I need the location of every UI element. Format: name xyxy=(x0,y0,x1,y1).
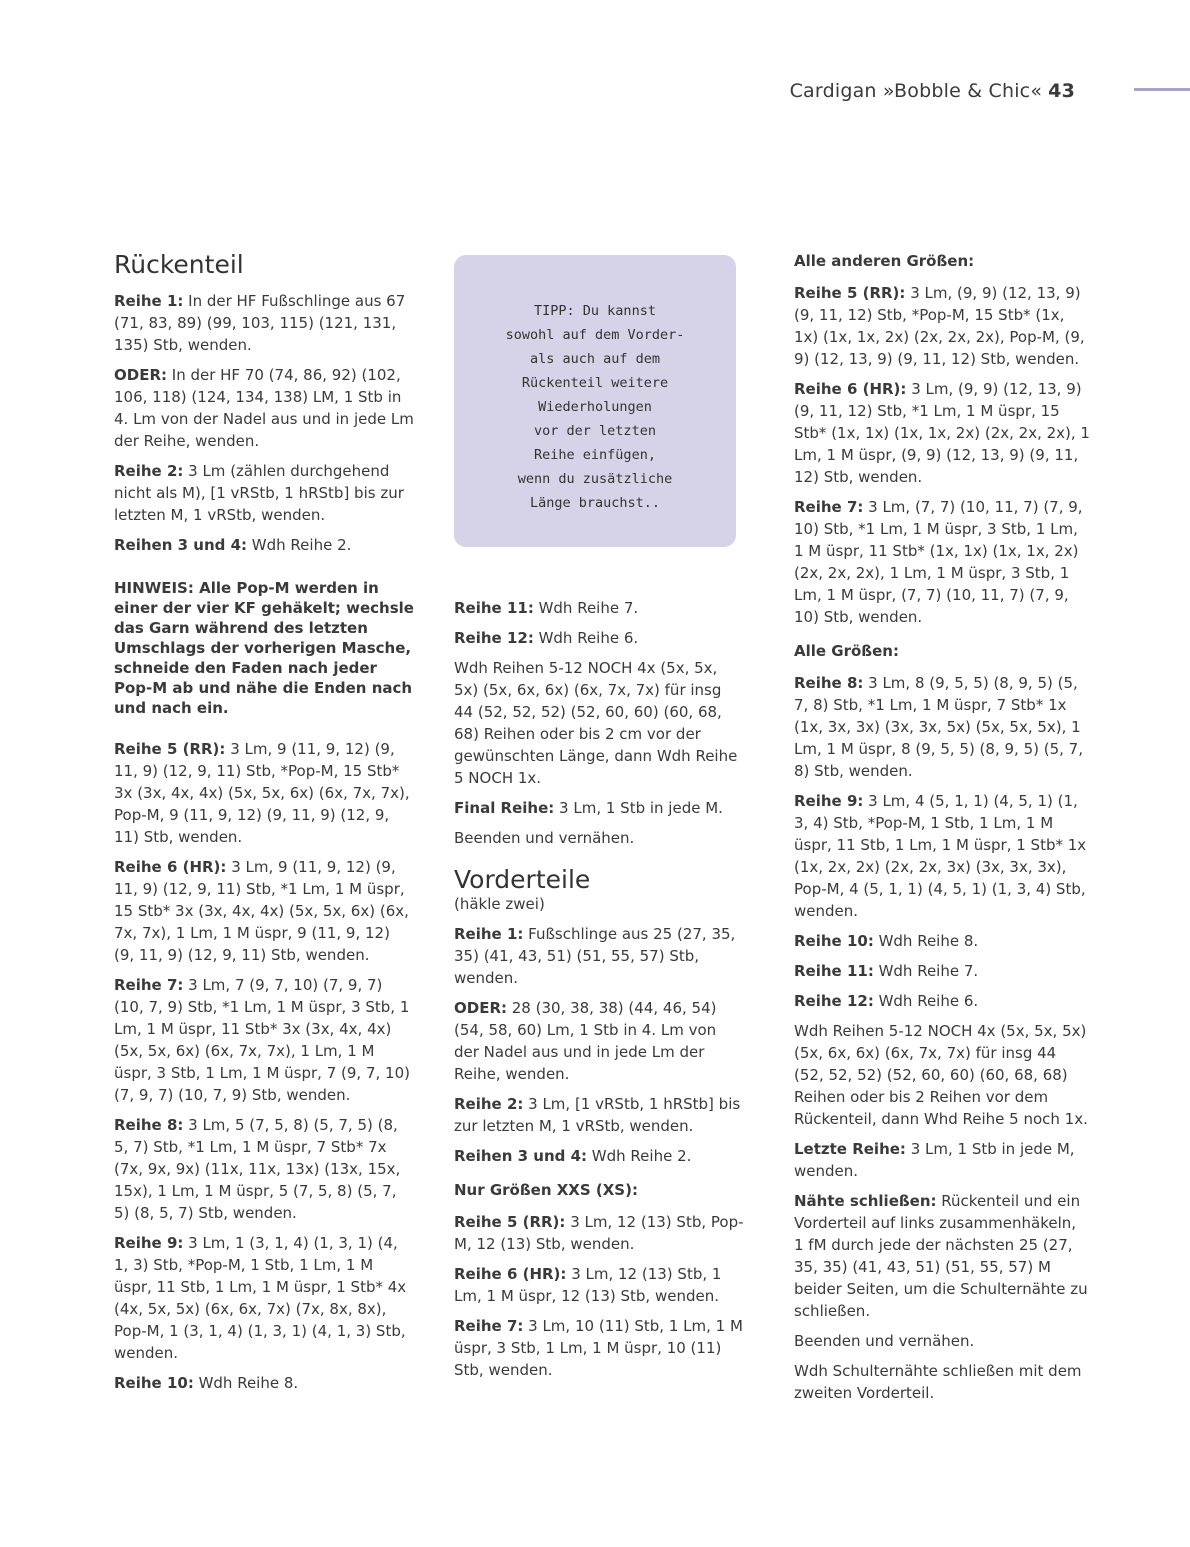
instruction-row: Reihe 1: Fußschlinge aus 25 (27, 35, 35) (41, 43, 51) (51, 55, 57) Stb, wenden. xyxy=(454,925,736,987)
running-head xyxy=(790,80,1075,102)
tip-line: Reihe einfügen, xyxy=(534,447,656,463)
section-heading-rueckenteil: Rückenteil xyxy=(114,250,244,279)
instruction-row: Nähte schließen: Rückenteil und ein Vorderteil auf links zusammenhäkeln, 1 fM durch jede der nächsten 25 (27, 35, 35) (41, 43, 51) (51, 55, 57) M beider Seiten, um die Schulternähte zu schließen. xyxy=(794,1192,1088,1320)
instruction-row: Reihe 11: Wdh Reihe 7. xyxy=(794,962,979,980)
column-right xyxy=(794,250,1090,1412)
instruction-paragraph: Wdh Reihen 5-12 NOCH 4x (5x, 5x, 5x) (5x, 6x, 6x) (6x, 7x, 7x) für insg 44 (52, 52, 52) (52, 60, 60) (60, 68, 68) Reihen oder bis 2 Reihen vor dem Rückenteil, dann Whd Reihe 5 noch 1x. xyxy=(794,1022,1088,1128)
tip-text xyxy=(464,299,726,515)
tip-line: wenn du zusätzliche xyxy=(517,471,673,487)
instruction-row: Reihe 8: 3 Lm, 5 (7, 5, 8) (5, 7, 5) (8, 5, 7) Stb, *1 Lm, 1 M üspr, 7 Stb* 7x (7x, 9x, 9x) (11x, 11x, 13x) (13x, 15x, 15x), 1 Lm, 1 M üspr, 5 (7, 5, 8) (5, 7, 5) (8, 5, 7) Stb, wenden. xyxy=(114,1116,401,1222)
instruction-row: Reihe 10: Wdh Reihe 8. xyxy=(794,932,979,950)
instruction-row: Reihe 7: 3 Lm, (7, 7) (10, 11, 7) (7, 9, 10) Stb, *1 Lm, 1 M üspr, 3 Stb, 1 Lm, 1 M üspr, 11 Stb* (1x, 1x) (1x, 1x, 2x) (2x, 2x, 2x), 1 Lm, 1 M üspr, 3 Stb, 1 Lm, 1 M üspr, (7, 7) (10, 11, 7) (7, 9, 10) Stb, wenden. xyxy=(794,498,1083,626)
tip-line: vor der letzten xyxy=(534,423,656,439)
instruction-row: ODER: 28 (30, 38, 38) (44, 46, 54) (54, 58, 60) Lm, 1 Stb in 4. Lm von der Nadel aus und in jede Lm der Reihe, wenden. xyxy=(454,999,717,1083)
section-heading-vorderteile: Vorderteile xyxy=(454,865,591,894)
tip-line: sowohl auf dem Vorder- xyxy=(505,327,685,343)
instruction-row: Reihe 11: Wdh Reihe 7. xyxy=(454,599,639,617)
tip-line: als auch auf dem xyxy=(529,351,661,367)
size-label: Alle Größen: xyxy=(794,642,899,660)
book-section-title: Cardigan »Bobble & Chic« xyxy=(789,80,1043,102)
instruction-row: Reihe 5 (RR): 3 Lm, (9, 9) (12, 13, 9) (9, 11, 12) Stb, *Pop-M, 15 Stb* (1x, 1x) (1x, 1x, 2x) (2x, 2x, 2x), Pop-M, (9, 9) (12, 13, 9) (9, 11, 12) Stb, wenden. xyxy=(794,284,1085,368)
hinweis-note: HINWEIS: Alle Pop-M werden in einer der vier KF gehäkelt; wechsle das Garn während des letzten Umschlags der vorherigen Masche, schneide den Faden nach jeder Pop-M ab und nähe die Enden nach und nach ein. xyxy=(114,579,414,717)
instruction-row: Letzte Reihe: 3 Lm, 1 Stb in jede M, wenden. xyxy=(794,1140,1075,1180)
tip-line: Rückenteil weitere xyxy=(521,375,669,391)
instruction-row: Reihe 6 (HR): 3 Lm, (9, 9) (12, 13, 9) (9, 11, 12) Stb, *1 Lm, 1 M üspr, 15 Stb* (1x, 1x) (1x, 1x, 2x) (2x, 2x, 2x), 1 Lm, 1 M üspr, (9, 9) (12, 13, 9) (9, 11, 12) Stb, wenden. xyxy=(794,380,1090,486)
finish-text: Beenden und vernähen. xyxy=(794,1332,975,1350)
tip-box xyxy=(454,255,736,547)
finish-text: Wdh Schulternähte schließen mit dem zweiten Vorderteil. xyxy=(794,1362,1082,1402)
instruction-row: Reihe 7: 3 Lm, 7 (9, 7, 10) (7, 9, 7) (10, 7, 9) Stb, *1 Lm, 1 M üspr, 3 Stb, 1 Lm, 1 M üspr, 11 Stb* 3x (3x, 4x, 4x) (5x, 5x, 6x) (6x, 7x, 7x), 1 Lm, 1 M üspr, 3 Stb, 1 Lm, 1 M üspr, 7 (9, 7, 10) (7, 9, 7) (10, 7, 9) Stb, wenden. xyxy=(114,976,410,1104)
instruction-paragraph: Wdh Reihen 5-12 NOCH 4x (5x, 5x, 5x) (5x, 6x, 6x) (6x, 7x, 7x) für insg 44 (52, 52, 52) (52, 60, 60) (60, 68, 68) Reihen oder bis 2 cm vor der gewünschten Länge, dann Wdh Reihe 5 NOCH 1x. xyxy=(454,659,738,787)
size-label: Alle anderen Größen: xyxy=(794,252,975,270)
page-number: 43 xyxy=(1048,80,1075,102)
instruction-row: Reihe 1: In der HF Fußschlinge aus 67 (71, 83, 89) (99, 103, 115) (121, 131, 135) Stb, wenden. xyxy=(114,292,406,354)
column-middle xyxy=(454,597,744,1389)
instruction-row: Reihe 6 (HR): 3 Lm, 9 (11, 9, 12) (9, 11, 9) (12, 9, 11) Stb, *1 Lm, 1 M üspr, 15 Stb* 3x (3x, 4x, 4x) (5x, 5x, 6x) (6x, 7x, 7x), 1 Lm, 1 M üspr, 9 (11, 9, 12) (9, 11, 9) (12, 9, 11) Stb, wenden. xyxy=(114,858,409,964)
tip-line: Wiederholungen xyxy=(538,399,652,415)
instruction-row: ODER: In der HF 70 (74, 86, 92) (102, 106, 118) (124, 134, 138) LM, 1 Stb in 4. Lm von der Nadel aus und in jede Lm der Reihe, wenden. xyxy=(114,366,414,450)
instruction-row: Reihe 2: 3 Lm, [1 vRStb, 1 hRStb] bis zur letzten M, 1 vRStb, wenden. xyxy=(454,1095,741,1135)
instruction-row: Reihe 10: Wdh Reihe 8. xyxy=(114,1374,299,1392)
size-label: Nur Größen XXS (XS): xyxy=(454,1181,638,1199)
instruction-row: Reihe 2: 3 Lm (zählen durchgehend nicht als M), [1 vRStb, 1 hRStb] bis zur letzten M, 1 vRStb, wenden. xyxy=(114,462,404,524)
instruction-row: Reihe 8: 3 Lm, 8 (9, 5, 5) (8, 9, 5) (5, 7, 8) Stb, *1 Lm, 1 M üspr, 7 Stb* 1x (1x, 3x, 3x) (3x, 3x, 5x) (5x, 5x, 5x), 1 Lm, 1 M üspr, 8 (9, 5, 5) (8, 9, 5) (5, 7, 8) Stb, wenden. xyxy=(794,674,1083,780)
instruction-row: Reihe 6 (HR): 3 Lm, 12 (13) Stb, 1 Lm, 1 M üspr, 12 (13) Stb, wenden. xyxy=(454,1265,722,1305)
instruction-row: Reihe 9: 3 Lm, 1 (3, 1, 4) (1, 3, 1) (4, 1, 3) Stb, *Pop-M, 1 Stb, 1 Lm, 1 M üspr, 11 Stb, 1 Lm, 1 M üspr, 1 Stb* 4x (4x, 5x, 5x) (6x, 6x, 7x) (7x, 8x, 8x), Pop-M, 1 (3, 1, 4) (1, 3, 1) (4, 1, 3) Stb, wenden. xyxy=(114,1234,407,1362)
finish-text: Beenden und vernähen. xyxy=(454,829,635,847)
tip-line: TIPP: Du kannst xyxy=(534,303,656,319)
instruction-row: Reihe 5 (RR): 3 Lm, 12 (13) Stb, Pop-M, 12 (13) Stb, wenden. xyxy=(454,1213,744,1253)
instruction-row: Reihe 9: 3 Lm, 4 (5, 1, 1) (4, 5, 1) (1, 3, 4) Stb, *Pop-M, 1 Stb, 1 Lm, 1 M üspr, 11 Stb, 1 Lm, 1 M üspr, 1 Stb* 1x (1x, 2x, 2x) (2x, 2x, 3x) (3x, 3x, 3x), Pop-M, 4 (5, 1, 1) (4, 5, 1) (1, 3, 4) Stb, wenden. xyxy=(794,792,1087,920)
instruction-row: Reihen 3 und 4: Wdh Reihe 2. xyxy=(114,536,352,554)
instruction-row: Reihe 12: Wdh Reihe 6. xyxy=(794,992,979,1010)
instruction-row: Final Reihe: 3 Lm, 1 Stb in jede M. xyxy=(454,799,723,817)
instruction-row: Reihe 5 (RR): 3 Lm, 9 (11, 9, 12) (9, 11, 9) (12, 9, 11) Stb, *Pop-M, 15 Stb* 3x (3x, 4x, 4x) (5x, 5x, 6x) (6x, 7x, 7x), Pop-M, 9 (11, 9, 12) (9, 11, 9) (12, 9, 11) Stb, wenden. xyxy=(114,740,410,846)
tip-line: Länge brauchst.. xyxy=(529,495,661,511)
instruction-row: Reihe 12: Wdh Reihe 6. xyxy=(454,629,639,647)
instruction-row: Reihe 7: 3 Lm, 10 (11) Stb, 1 Lm, 1 M üspr, 3 Stb, 1 Lm, 1 M üspr, 10 (11) Stb, wenden. xyxy=(454,1317,743,1379)
header-accent-rule xyxy=(1134,88,1190,91)
section-subheading: (häkle zwei) xyxy=(454,895,545,913)
instruction-row: Reihen 3 und 4: Wdh Reihe 2. xyxy=(454,1147,692,1165)
column-back-panel xyxy=(114,250,414,1402)
